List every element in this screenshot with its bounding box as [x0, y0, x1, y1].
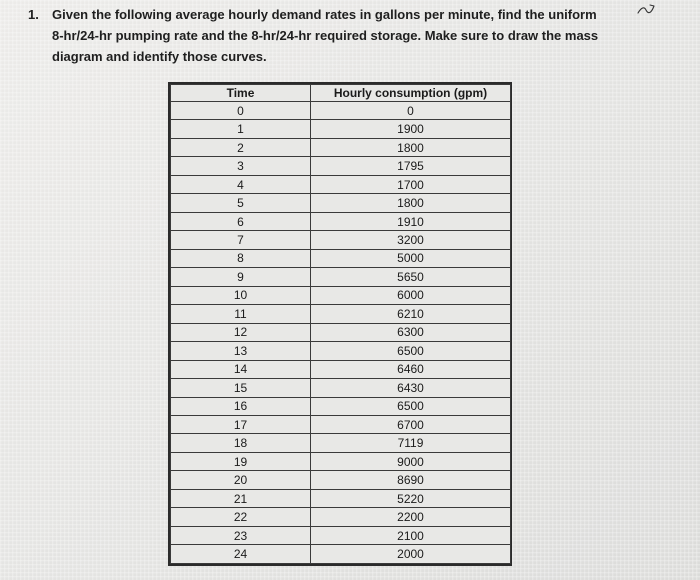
table-row — [171, 286, 511, 304]
handwritten-mark-icon — [636, 2, 658, 16]
time-cell: 20 — [171, 471, 311, 489]
table-row — [171, 194, 511, 212]
table-header-row — [171, 85, 511, 102]
consumption-cell: 6430 — [311, 379, 511, 397]
time-cell: 24 — [171, 545, 311, 564]
time-cell: 2 — [171, 138, 311, 156]
time-cell: 3 — [171, 157, 311, 175]
demand-table-container — [168, 82, 512, 566]
time-cell: 4 — [171, 175, 311, 193]
consumption-cell: 1900 — [311, 120, 511, 138]
consumption-cell: 8690 — [311, 471, 511, 489]
consumption-cell: 2200 — [311, 508, 511, 526]
table-row — [171, 212, 511, 230]
column-header-time: Time — [171, 85, 311, 102]
table-row — [171, 489, 511, 507]
consumption-cell: 6460 — [311, 360, 511, 378]
time-cell: 6 — [171, 212, 311, 230]
table-row — [171, 268, 511, 286]
column-header-consumption: Hourly consumption (gpm) — [311, 85, 511, 102]
time-cell: 15 — [171, 379, 311, 397]
time-cell: 22 — [171, 508, 311, 526]
table-row — [171, 157, 511, 175]
consumption-cell: 9000 — [311, 452, 511, 470]
consumption-cell: 5000 — [311, 249, 511, 267]
table-row — [171, 434, 511, 452]
table-row — [171, 508, 511, 526]
question-line: diagram and identify those curves. — [52, 49, 267, 64]
time-cell: 10 — [171, 286, 311, 304]
time-cell: 13 — [171, 342, 311, 360]
consumption-cell: 6300 — [311, 323, 511, 341]
time-cell: 0 — [171, 102, 311, 120]
table-row — [171, 249, 511, 267]
question-number: 1. — [28, 7, 39, 22]
table-row — [171, 545, 511, 564]
time-cell: 12 — [171, 323, 311, 341]
table-body — [171, 102, 511, 564]
consumption-cell: 6500 — [311, 342, 511, 360]
table-row — [171, 175, 511, 193]
table-row — [171, 323, 511, 341]
table-row — [171, 342, 511, 360]
table-row — [171, 379, 511, 397]
consumption-cell: 1800 — [311, 194, 511, 212]
time-cell: 5 — [171, 194, 311, 212]
consumption-cell: 3200 — [311, 231, 511, 249]
consumption-cell: 5650 — [311, 268, 511, 286]
time-cell: 9 — [171, 268, 311, 286]
table-row — [171, 138, 511, 156]
consumption-cell: 6000 — [311, 286, 511, 304]
time-cell: 11 — [171, 305, 311, 323]
time-cell: 7 — [171, 231, 311, 249]
consumption-cell: 2100 — [311, 526, 511, 544]
time-cell: 16 — [171, 397, 311, 415]
table-row — [171, 471, 511, 489]
table-row — [171, 120, 511, 138]
table-row — [171, 305, 511, 323]
consumption-cell: 1800 — [311, 138, 511, 156]
consumption-cell: 6210 — [311, 305, 511, 323]
time-cell: 21 — [171, 489, 311, 507]
table-row — [171, 415, 511, 433]
table-row — [171, 231, 511, 249]
time-cell: 23 — [171, 526, 311, 544]
question-line: 8-hr/24-hr pumping rate and the 8-hr/24-hr required storage. Make sure to draw the mass — [52, 28, 599, 43]
question-text — [52, 4, 662, 67]
consumption-cell: 6700 — [311, 415, 511, 433]
time-cell: 1 — [171, 120, 311, 138]
question-line: Given the following average hourly demand rates in gallons per minute, find the uniform — [52, 7, 597, 22]
table-row — [171, 102, 511, 120]
table-row — [171, 360, 511, 378]
consumption-cell: 1795 — [311, 157, 511, 175]
time-cell: 8 — [171, 249, 311, 267]
table-row — [171, 397, 511, 415]
consumption-cell: 5220 — [311, 489, 511, 507]
table-row — [171, 452, 511, 470]
consumption-cell: 2000 — [311, 545, 511, 564]
consumption-cell: 0 — [311, 102, 511, 120]
consumption-cell: 7119 — [311, 434, 511, 452]
time-cell: 14 — [171, 360, 311, 378]
consumption-cell: 1700 — [311, 175, 511, 193]
consumption-cell: 6500 — [311, 397, 511, 415]
consumption-cell: 1910 — [311, 212, 511, 230]
time-cell: 17 — [171, 415, 311, 433]
table-row — [171, 526, 511, 544]
time-cell: 18 — [171, 434, 311, 452]
time-cell: 19 — [171, 452, 311, 470]
demand-table — [170, 84, 511, 564]
